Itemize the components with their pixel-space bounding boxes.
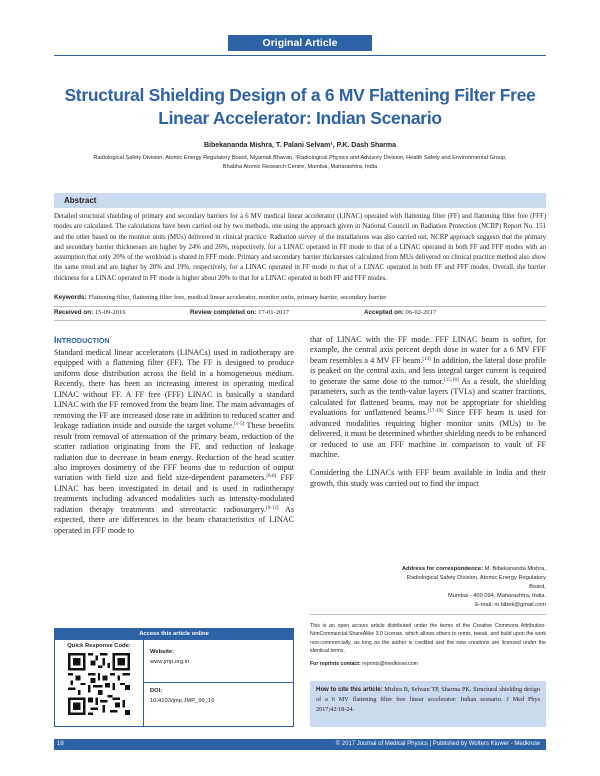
doi-label: DOI: <box>150 688 163 694</box>
accepted-label: Accepted on: <box>364 309 404 316</box>
license-notice <box>310 622 546 668</box>
review-date <box>190 308 289 318</box>
article-title <box>54 84 546 130</box>
text-run: As expected, there are differences in the beam characteristics of LINAC operated in FFF mode to <box>54 504 294 535</box>
affiliation-line-1: Radiological Safety Division, Atomic Energy Regulatory Board, Niyamak Bhavan, ¹Radiological Physics and Advisory Division, Health Safety and Environmental Group, <box>93 155 507 161</box>
access-heading: Access this article online <box>55 629 293 640</box>
text-run: These benefits result from removal of attenuation of the primary beam, reduction of the scatter radiation originating from the FF, and reduction of leakage radiation due to decrease in beam energy. Reduction of the head scatter also improves dosimetry of the FFF beams due to reduction of output variation with field size and field size-dependent parameters. <box>54 421 294 483</box>
footer-copyright: © 2017 Journal of Medical Physics | Published by Wolters Kluwer - Medknow <box>335 741 540 747</box>
authors: Bibekananda Mishra, T. Palani Selvam¹, P.K. Dash Sharma <box>203 142 397 149</box>
dates-top-divider <box>54 306 546 307</box>
page-number: 18 <box>57 741 64 747</box>
received-label: Received on: <box>54 309 94 316</box>
cite-label: How to cite this article: <box>316 687 383 693</box>
intro-paragraph-1 <box>54 348 294 536</box>
license-text: This is an open access article distributed under the terms of the Creative Commons Attribution-NonCommercial-ShareAlike 3.0 License, which allows others to remix, tweak, and build upon the work non-commercially, as long as the author is credited and the new creations are licensed under the identical terms. <box>310 623 546 654</box>
dates-bottom-divider <box>54 320 546 321</box>
citation-ref: [17-19] <box>427 409 443 415</box>
affiliation <box>54 154 546 172</box>
accepted-value: 06-02-2017 <box>405 309 437 316</box>
cite-text: Mishra B, Selvam TP, Sharma PK. Structural shielding design of a 6 MV flattening filter free linear accelerator: Indian scenario. J Med Phys 2017;42:18-24. <box>316 686 540 713</box>
text-run: In addition, the lateral dose profile is peaked on the central axis, and less integral target current is required to generate the same dose to the tumor. <box>310 355 547 386</box>
keywords <box>54 293 546 302</box>
correspondence-label: Address for correspondence: <box>401 566 484 572</box>
introduction-heading <box>54 335 110 345</box>
heading-initial: I <box>54 335 57 345</box>
reprints-label: For reprints contact: <box>310 661 361 668</box>
intro-paragraph-2: Considering the LINACs with FFF beam available in India and their growth, this study was carried out to find the impact <box>310 468 546 488</box>
text-run: FFF LINAC has been investigated in detail and is used in radiotherapy treatments including advanced modalities such as intensity-modulated radiation therapy treatments and stereotactic radiosurgery. <box>54 473 294 514</box>
article-dates <box>54 308 546 318</box>
affiliation-line-2: Bhabha Atomic Research Centre, Mumbai, Maharashtra, India <box>222 164 378 170</box>
correspondence-address <box>400 565 546 610</box>
reprints-line <box>310 660 546 668</box>
access-online-box <box>54 628 294 727</box>
accepted-date <box>364 308 436 318</box>
heading-rest: NTRODUCTION <box>56 336 110 345</box>
section-label: Original Article <box>228 35 372 51</box>
title-line-1: Structural Shielding Design of a 6 MV Flattening Filter Free <box>64 85 536 105</box>
citation-ref: [9-12] <box>266 505 279 511</box>
correspondence-email: E-mail: m.bibek@gmail.com <box>475 602 546 608</box>
body-column-left <box>54 348 294 536</box>
license-divider <box>310 614 546 615</box>
abstract-header <box>54 193 546 208</box>
website-label: Website: <box>150 649 175 655</box>
review-label: Review completed on: <box>190 309 257 316</box>
reprints-email: reprints@medknow.com <box>362 661 418 668</box>
header-divider <box>54 55 546 56</box>
access-divider-vertical <box>143 640 144 726</box>
received-value: 15-09-2016 <box>94 309 126 316</box>
citation-ref: [6-8] <box>266 474 277 480</box>
qr-code-icon <box>68 653 130 715</box>
correspondence-line-1: Radiological Safety Division, Atomic Energy Regulatory Board, <box>406 575 546 590</box>
text-run: As a result, the shielding parameters, such as the tenth-value layers (TVLs) and scatter fractions, calculated for flattened beams, may not be appropriate for shielding evaluations for unflattened beams. <box>310 376 546 418</box>
doi-link[interactable]: 10.4103/jmp.JMP_99_16 <box>150 698 215 704</box>
intro-paragraph-continued <box>310 335 546 460</box>
body-column-right <box>310 335 546 489</box>
abstract-text: Detailed structural shielding of primary and secondary barriers for a 6 MV medical linear accelerator (LINAC) operated with flattening filter (FF) and flattening filter free (FFF) modes are calculated. The calculations have been carried out by two methods, one using the approach given in National Council on Radiation Protection (NCRP) Report No. 151 and the other based on the monitor units (MUs) delivered in clinical practice. Radiation survey of the installations was also carried out. NCRP approach suggests that the primary and secondary barrier thicknesses are higher by 24% and 26%, respectively, for a LINAC operated in FF mode to that of a LINAC operated in both FF and FFF modes with an assumption that only 20% of the workload is shared in FFF mode. Primary and secondary barrier thicknesses calculated from MUs delivered on clinical practice method also show the same trend and are higher by 20% and 19%, respectively, for a LINAC operated in FF mode to that of a LINAC operated in both FF and FFF modes. Overall, the barrier thickness for a LINAC operated in FF mode is higher about 20% to that for a LINAC operated in both FF and FFF modes. <box>54 213 546 282</box>
access-divider-horizontal <box>143 682 293 683</box>
citation-ref: [1-5] <box>234 422 245 428</box>
website-link[interactable]: www.jmp.org.in <box>150 659 190 665</box>
text-run: Since FFF beam is used for advanced modalities requiring higher monitor units (MUs) to be delivered, it must be determined whether shielding needs to be enhanced or reduced to use an FFF machine in comparison to vault of FF machine. <box>310 408 547 459</box>
keywords-label: Keywords: <box>54 294 87 301</box>
text-run: Standard medical linear accelerators (LINACs) used in radiotherapy are equipped with a flattening filter (FF). The FF is designed to produce uniform dose distribution across the field in a homogeneous medium. Recently, there has been an increasing interest in operating medical LINAC without FF. A FF free (FFF) LINAC is basically a standard LINAC with the FF removed from the beam line. The main advantages of removing the FF are increased dose rate in addition to reduced scatter and leakage radiation inside and outside the target volume. <box>54 348 294 431</box>
received-date <box>54 308 126 318</box>
text-run: that of LINAC with the FF mode. FFF LINAC beam is softer, for example, the central axis percent depth dose in water for a 6 MV FFF beam resembles a 4 MV FF beam. <box>310 335 546 365</box>
qr-label: Quick Response Code: <box>67 643 131 649</box>
review-value: 17-01-2017 <box>258 309 289 316</box>
title-line-2: Linear Accelerator: Indian Scenario <box>158 108 442 128</box>
citation-ref: [15,16] <box>444 377 459 383</box>
how-to-cite-box <box>310 681 546 727</box>
keywords-list: Flattening filter, flattening filter free, medical linear accelerator, monitor units, primary barrier, secondary barrier <box>88 294 387 301</box>
correspondence-name: M. Bibekananda Mishra, <box>484 566 546 572</box>
citation-ref: [14] <box>422 356 431 362</box>
correspondence-heading <box>400 565 546 574</box>
page-footer <box>54 739 546 750</box>
abstract-heading: Abstract <box>64 196 97 205</box>
correspondence-line-2: Mumbai - 400 094, Maharashtra, India. <box>447 593 546 599</box>
